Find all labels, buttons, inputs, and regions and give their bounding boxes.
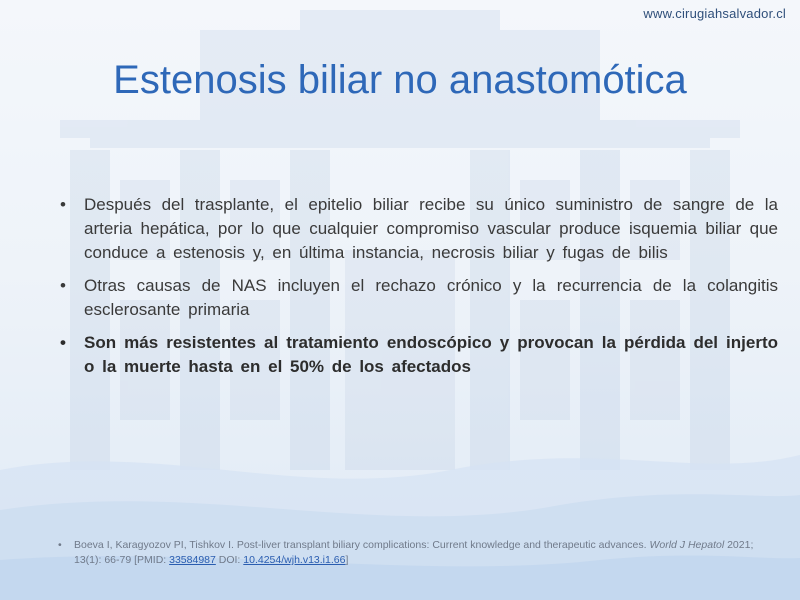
- doi-label: DOI:: [218, 554, 241, 566]
- reference-authors: Boeva I, Karagyozov PI, Tishkov I. Post-liver transplant biliary complications: Current knowledge and therapeutic advances.: [74, 539, 647, 551]
- reference-bullet-icon: •: [58, 539, 62, 551]
- slide-title: Estenosis biliar no anastomótica: [113, 58, 687, 102]
- pmid-link[interactable]: 33584987: [169, 554, 216, 566]
- bullet-item-2: [58, 274, 778, 322]
- reference-journal: World J Hepatol: [649, 539, 725, 551]
- reference-citation: [58, 538, 774, 568]
- website-url[interactable]: www.cirugiahsalvador.cl: [643, 6, 786, 21]
- bullet-list: [58, 193, 778, 388]
- bullet-dot-icon: •: [60, 276, 66, 295]
- reference-closing: ]: [345, 554, 349, 566]
- bullet-dot-icon: •: [60, 195, 66, 214]
- bullet-item-1: [58, 193, 778, 265]
- bullet-text: Después del trasplante, el epitelio biliar recibe su único suministro de sangre de la arteria hepática, por lo que cualquier compromiso vascular produce isquemia biliar que conduce a estenosis y, en última instancia, necrosis biliar y fugas de bilis: [84, 195, 778, 262]
- bullet-dot-icon: •: [60, 333, 66, 352]
- bullet-item-3: [58, 331, 778, 379]
- bullet-text: Otras causas de NAS incluyen el rechazo crónico y la recurrencia de la colangitis esclerosante primaria: [84, 276, 778, 319]
- reference-details: 2021; 13(1): 66-79 [PMID:: [74, 539, 754, 566]
- bullet-text: Son más resistentes al tratamiento endoscópico y provocan la pérdida del injerto o la muerte hasta en el 50% de los afectados: [84, 333, 778, 376]
- doi-link[interactable]: 10.4254/wjh.v13.i1.66: [243, 554, 346, 566]
